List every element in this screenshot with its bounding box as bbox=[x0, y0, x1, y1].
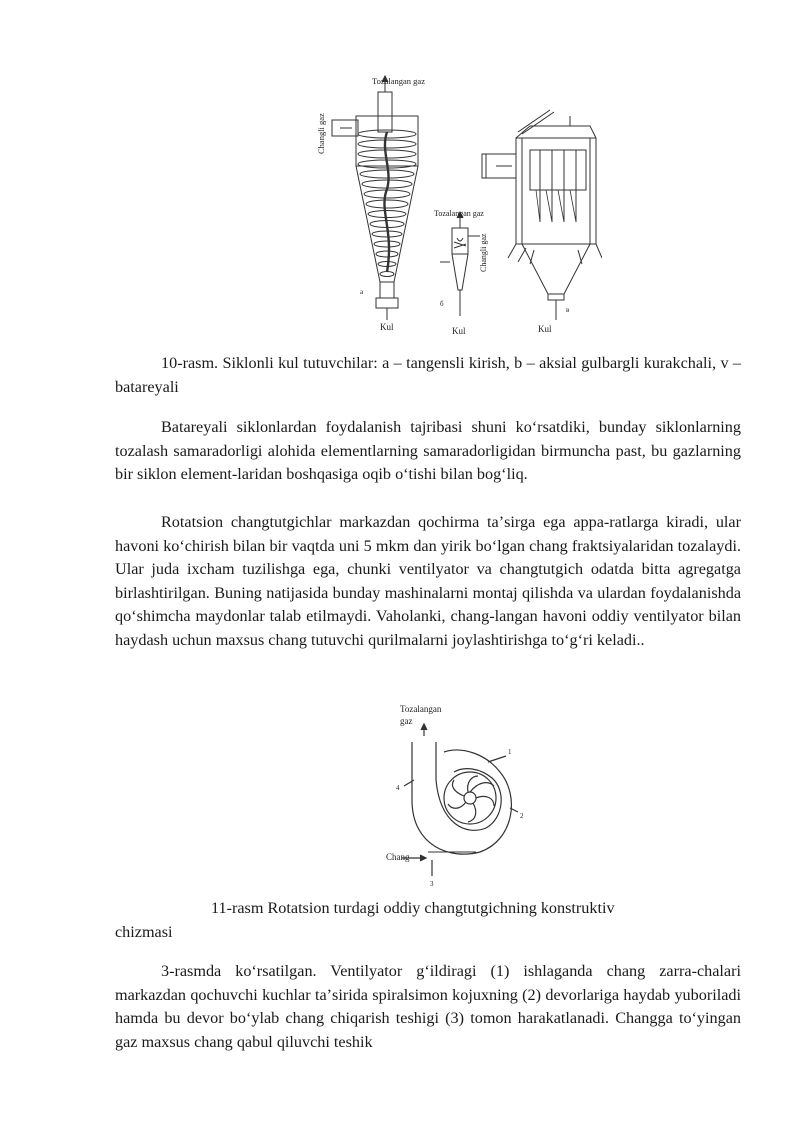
figure-11-caption-line1: 11-rasm Rotatsion turdagi oddiy changtutgichning konstruktiv bbox=[211, 899, 615, 917]
cyclone-b bbox=[440, 212, 480, 316]
letter-c: в bbox=[566, 306, 570, 314]
label-dust: Chang bbox=[386, 852, 410, 862]
cyclone-c-battery bbox=[482, 110, 602, 320]
figure-11-rotary-dust-collector bbox=[380, 700, 530, 890]
label-clean-gas-line2: gaz bbox=[400, 716, 413, 726]
label-clean-gas-top: Tozalangan gaz bbox=[372, 76, 425, 86]
number-2: 2 bbox=[520, 812, 524, 820]
figure-10-cyclone-drawings bbox=[300, 72, 602, 342]
letter-b: б bbox=[440, 300, 444, 308]
label-dusty-gas: Changli gaz bbox=[316, 113, 326, 154]
cyclone-a-outlet-pipe bbox=[378, 92, 392, 132]
cyclone-a-spiral bbox=[358, 130, 416, 277]
label-ash-b: Kul bbox=[452, 326, 466, 336]
paragraph-battery-cyclones: Batareyali siklonlardan foydalanish tajribasi shuni koʻrsatdiki, bunday siklonlarning tozalash samaradorligi alohida elementlarning samaradorligidan birmuncha past, bu gazlarning bir siklon element-laridan boshqasiga oqib oʻtishi bilan bogʻliq. bbox=[115, 418, 741, 484]
label-ash-a: Kul bbox=[380, 322, 394, 332]
paragraph-rotary-dust-collectors: Rotatsion changtutgichlar markazdan qochirma taʼsirga ega appa-ratlarga kiradi, ular havoni koʻchirish bilan bir vaqtda uni 5 mkm dan yirik boʻlgan chang fraktsiyalaridan tozalaydi. Ular juda ixcham tuzilishga ega, chunki ventilyator va changtutgich odatda bitta agregatga birlashtirilgan. Buning natijasida bunday mashinalarni montaj qilishda va ulardan foydalanishda qoʻshimcha maydonlar talab etilmaydi. Vaholanki, chang-langan havoni oddiy ventilyator bilan haydash uchun maxsus chang tutuvchi qurilmalarni joylashtirishga toʻgʻri keladi.. bbox=[115, 513, 741, 649]
label-clean-gas-line1: Tozalangan bbox=[400, 704, 442, 714]
figure-11-caption-line2: chizmasi bbox=[115, 923, 173, 941]
fan-impeller bbox=[444, 772, 496, 824]
label-dusty-gas-mid: Changli gaz bbox=[479, 233, 488, 272]
paragraph-fan-description: 3-rasmda koʻrsatilgan. Ventilyator gʻildiragi (1) ishlaganda chang zarra-chalari markazdan qochuvchi kuchlar taʼsirida spiralsimon kojuxning (2) devorlariga haydab yuboriladi hamda bu devor boʻylab chang chiqarish teshigi (3) tomon harakatlanadi. Changga toʻyingan gaz maxsus chang qabul qiluvchi teshik bbox=[115, 962, 741, 1051]
letter-a: a bbox=[360, 288, 364, 296]
figure-10-caption: 10-rasm. Siklonli kul tutuvchilar: a – tangensli kirish, b – aksial gulbargli kurakchali, v – batareyali bbox=[115, 354, 741, 396]
number-1: 1 bbox=[508, 748, 512, 756]
number-4: 4 bbox=[396, 784, 400, 792]
number-3: 3 bbox=[430, 880, 434, 888]
label-clean-gas-mid: Tozalangan gaz bbox=[434, 209, 484, 218]
label-ash-c: Kul bbox=[538, 324, 552, 334]
